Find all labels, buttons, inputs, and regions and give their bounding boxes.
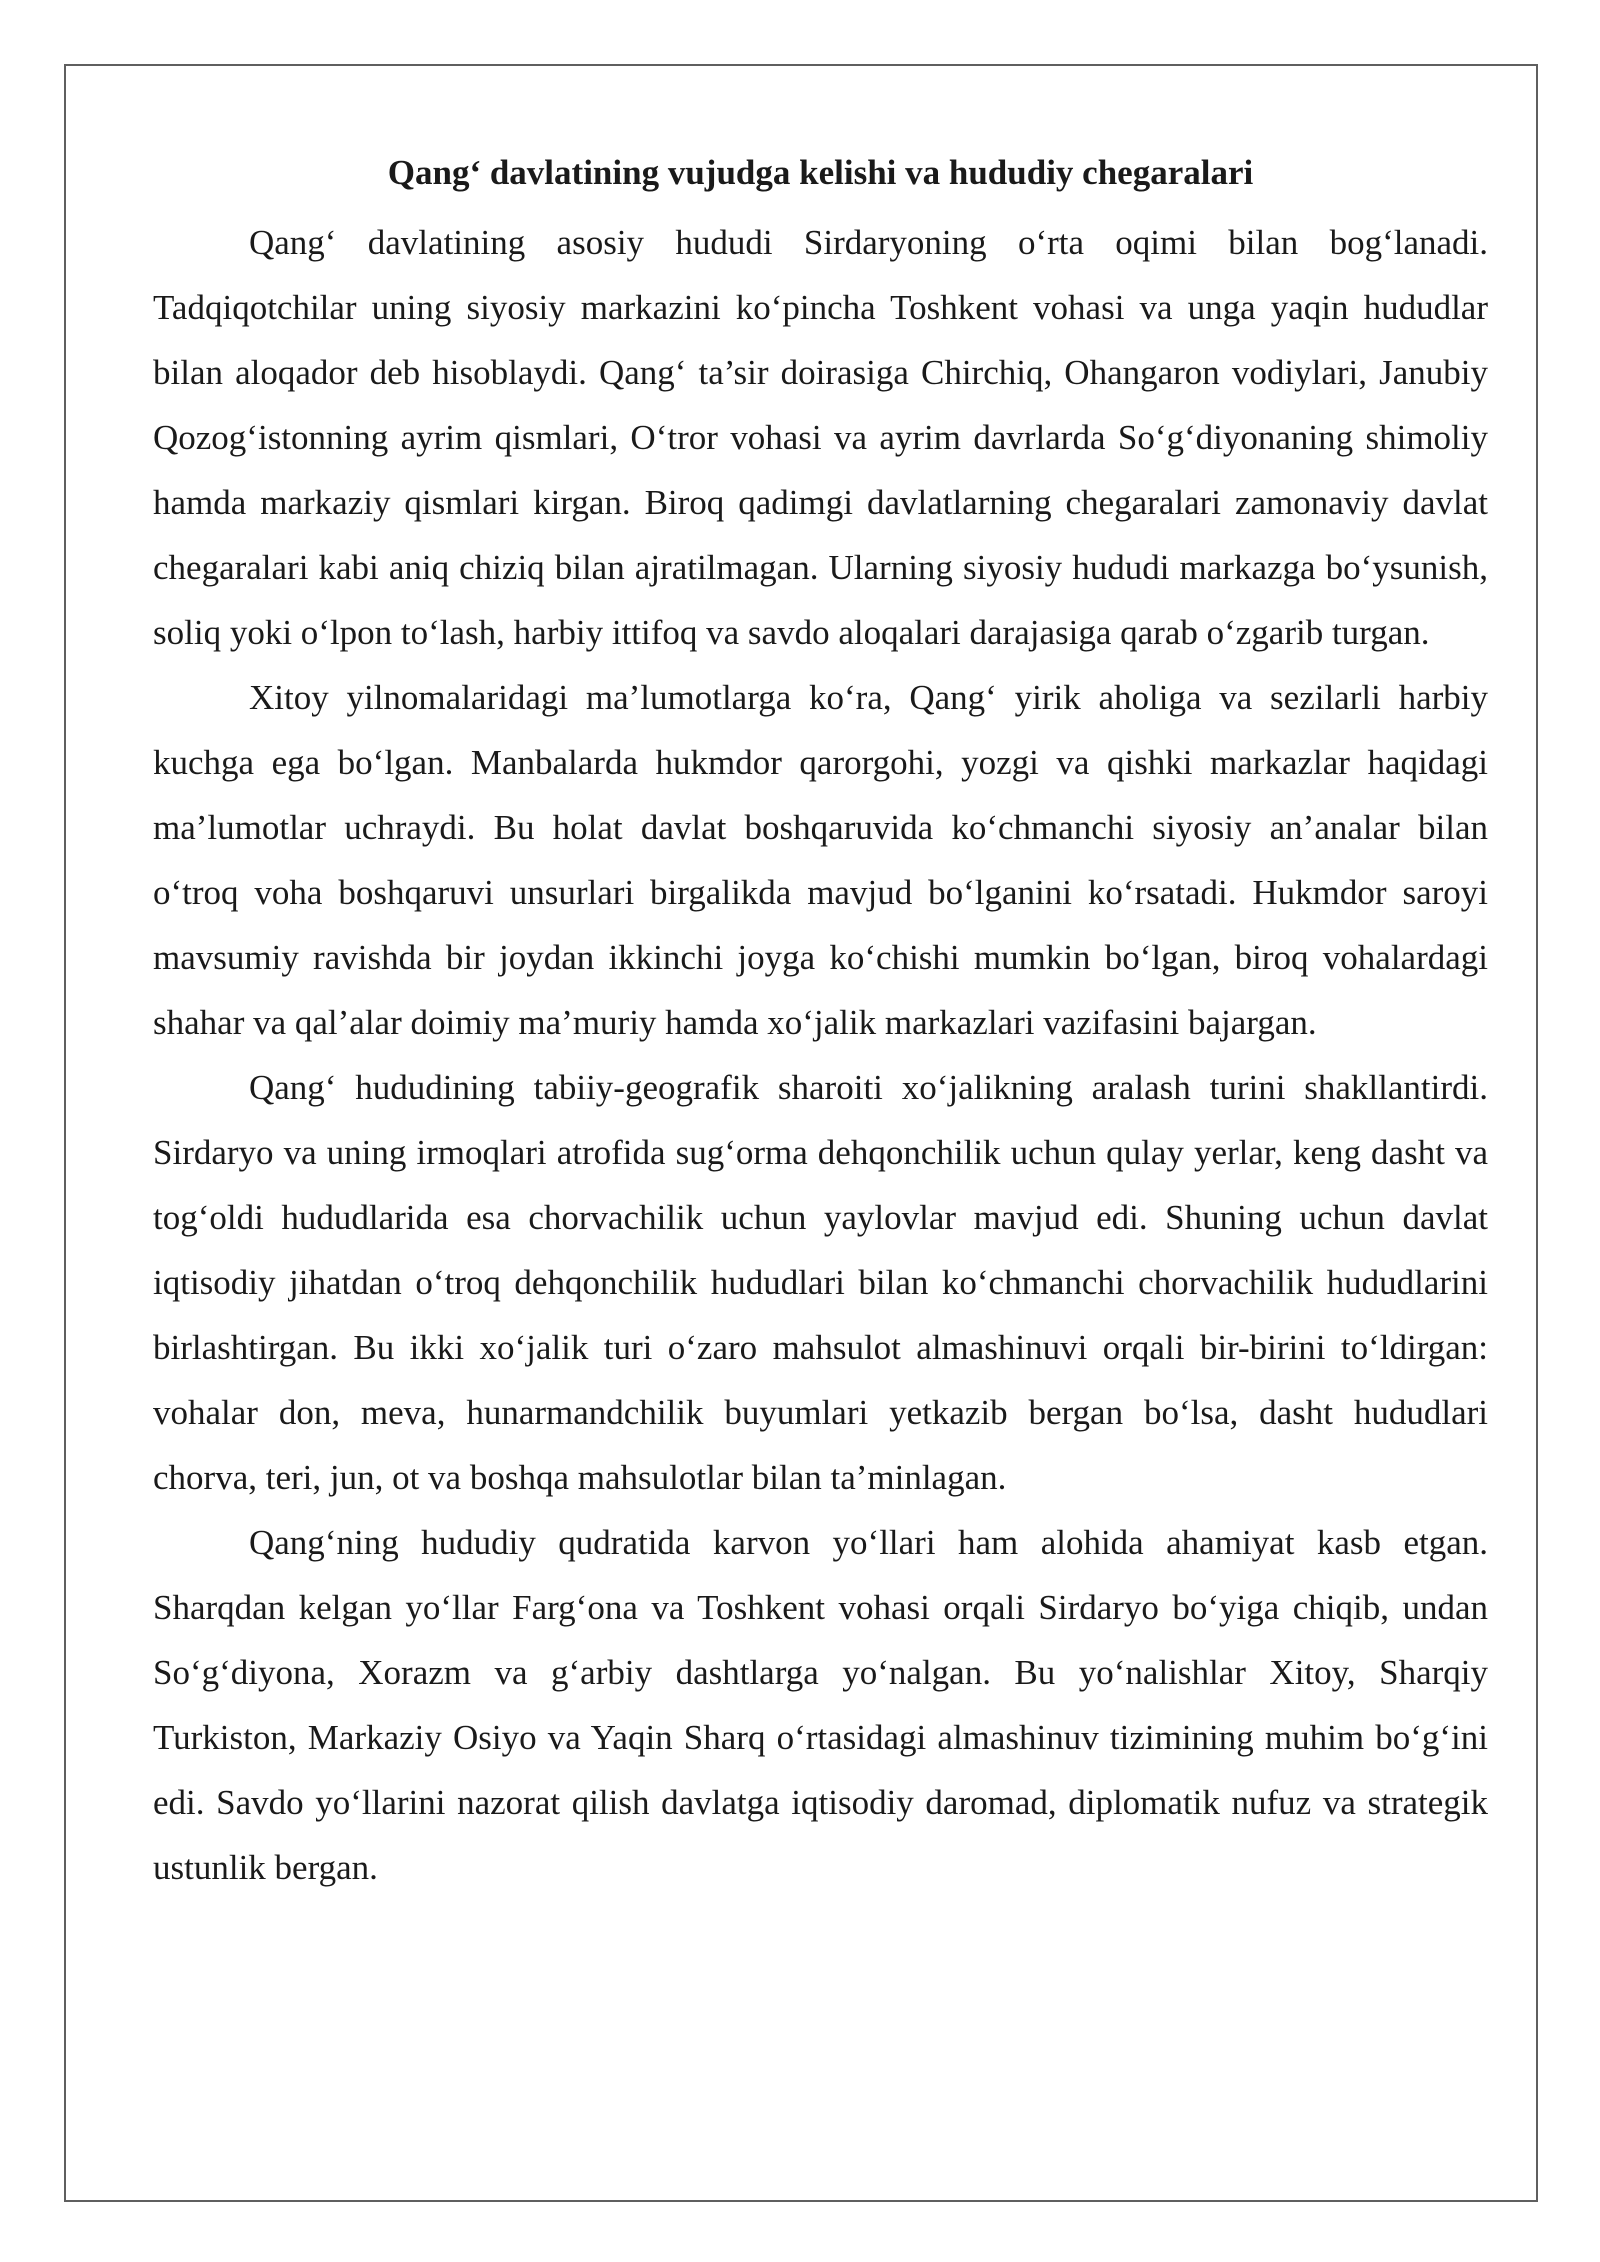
paragraph-2: Xitoy yilnomalaridagi ma’lumotlarga ko‘ra, Qang‘ yirik aholiga va sezilarli harbiy kuchga ega bo‘lgan. Manbalarda hukmdor qarorgohi, yozgi va qishki markazlar haqidagi ma’lumotlar uchraydi. Bu holat davlat boshqaruvida ko‘chmanchi siyosiy an’analar bilan o‘troq voha boshqaruvi unsurlari birgalikda mavjud bo‘lganini ko‘rsatadi. Hukmdor saroyi mavsumiy ravishda bir joydan ikkinchi joyga ko‘chishi mumkin bo‘lgan, biroq vohalardagi shahar va qal’alar doimiy ma’muriy hamda xo‘jalik markazlari vazifasini bajargan. [153,678,1488,1042]
paragraph-3: Qang‘ hududining tabiiy-geografik sharoiti xo‘jalikning aralash turini shakllantirdi. Sirdaryo va uning irmoqlari atrofida sug‘orma dehqonchilik uchun qulay yerlar, keng dasht va tog‘oldi hududlarida esa chorvachilik uchun yaylovlar mavjud edi. Shuning uchun davlat iqtisodiy jihatdan o‘troq dehqonchilik hududlari bilan ko‘chmanchi chorvachilik hududlarini birlashtirgan. Bu ikki xo‘jalik turi o‘zaro mahsulot almashinuvi orqali bir-birini to‘ldirgan: vohalar don, meva, hunarmandchilik buyumlari yetkazib bergan bo‘lsa, dasht hududlari chorva, teri, jun, ot va boshqa mahsulotlar bilan ta’minlagan. [153,1068,1488,1497]
document-body [153,146,1488,1900]
paragraph-1: Qang‘ davlatining asosiy hududi Sirdaryoning o‘rta oqimi bilan bog‘lanadi. Tadqiqotchilar uning siyosiy markazini ko‘pincha Toshkent vohasi va unga yaqin hududlar bilan aloqador deb hisoblaydi. Qang‘ ta’sir doirasiga Chirchiq, Ohangaron vodiylari, Janubiy Qozog‘istonning ayrim qismlari, O‘tror vohasi va ayrim davrlarda So‘g‘diyonaning shimoliy hamda markaziy qismlari kirgan. Biroq qadimgi davlatlarning chegaralari zamonaviy davlat chegaralari kabi aniq chiziq bilan ajratilmagan. Ularning siyosiy hududi markazga bo‘ysunish, soliq yoki o‘lpon to‘lash, harbiy ittifoq va savdo aloqalari darajasiga qarab o‘zgarib turgan. [153,223,1488,652]
paragraph-4: Qang‘ning hududiy qudratida karvon yo‘llari ham alohida ahamiyat kasb etgan. Sharqdan kelgan yo‘llar Farg‘ona va Toshkent vohasi orqali Sirdaryo bo‘yiga chiqib, undan So‘g‘diyona, Xorazm va g‘arbiy dashtlarga yo‘nalgan. Bu yo‘nalishlar Xitoy, Sharqiy Turkiston, Markaziy Osiyo va Yaqin Sharq o‘rtasidagi almashinuv tizimining muhim bo‘g‘ini edi. Savdo yo‘llarini nazorat qilish davlatga iqtisodiy daromad, diplomatik nufuz va strategik ustunlik bergan. [153,1523,1488,1887]
document-title: Qang‘ davlatining vujudga kelishi va hududiy chegaralari [387,153,1254,192]
